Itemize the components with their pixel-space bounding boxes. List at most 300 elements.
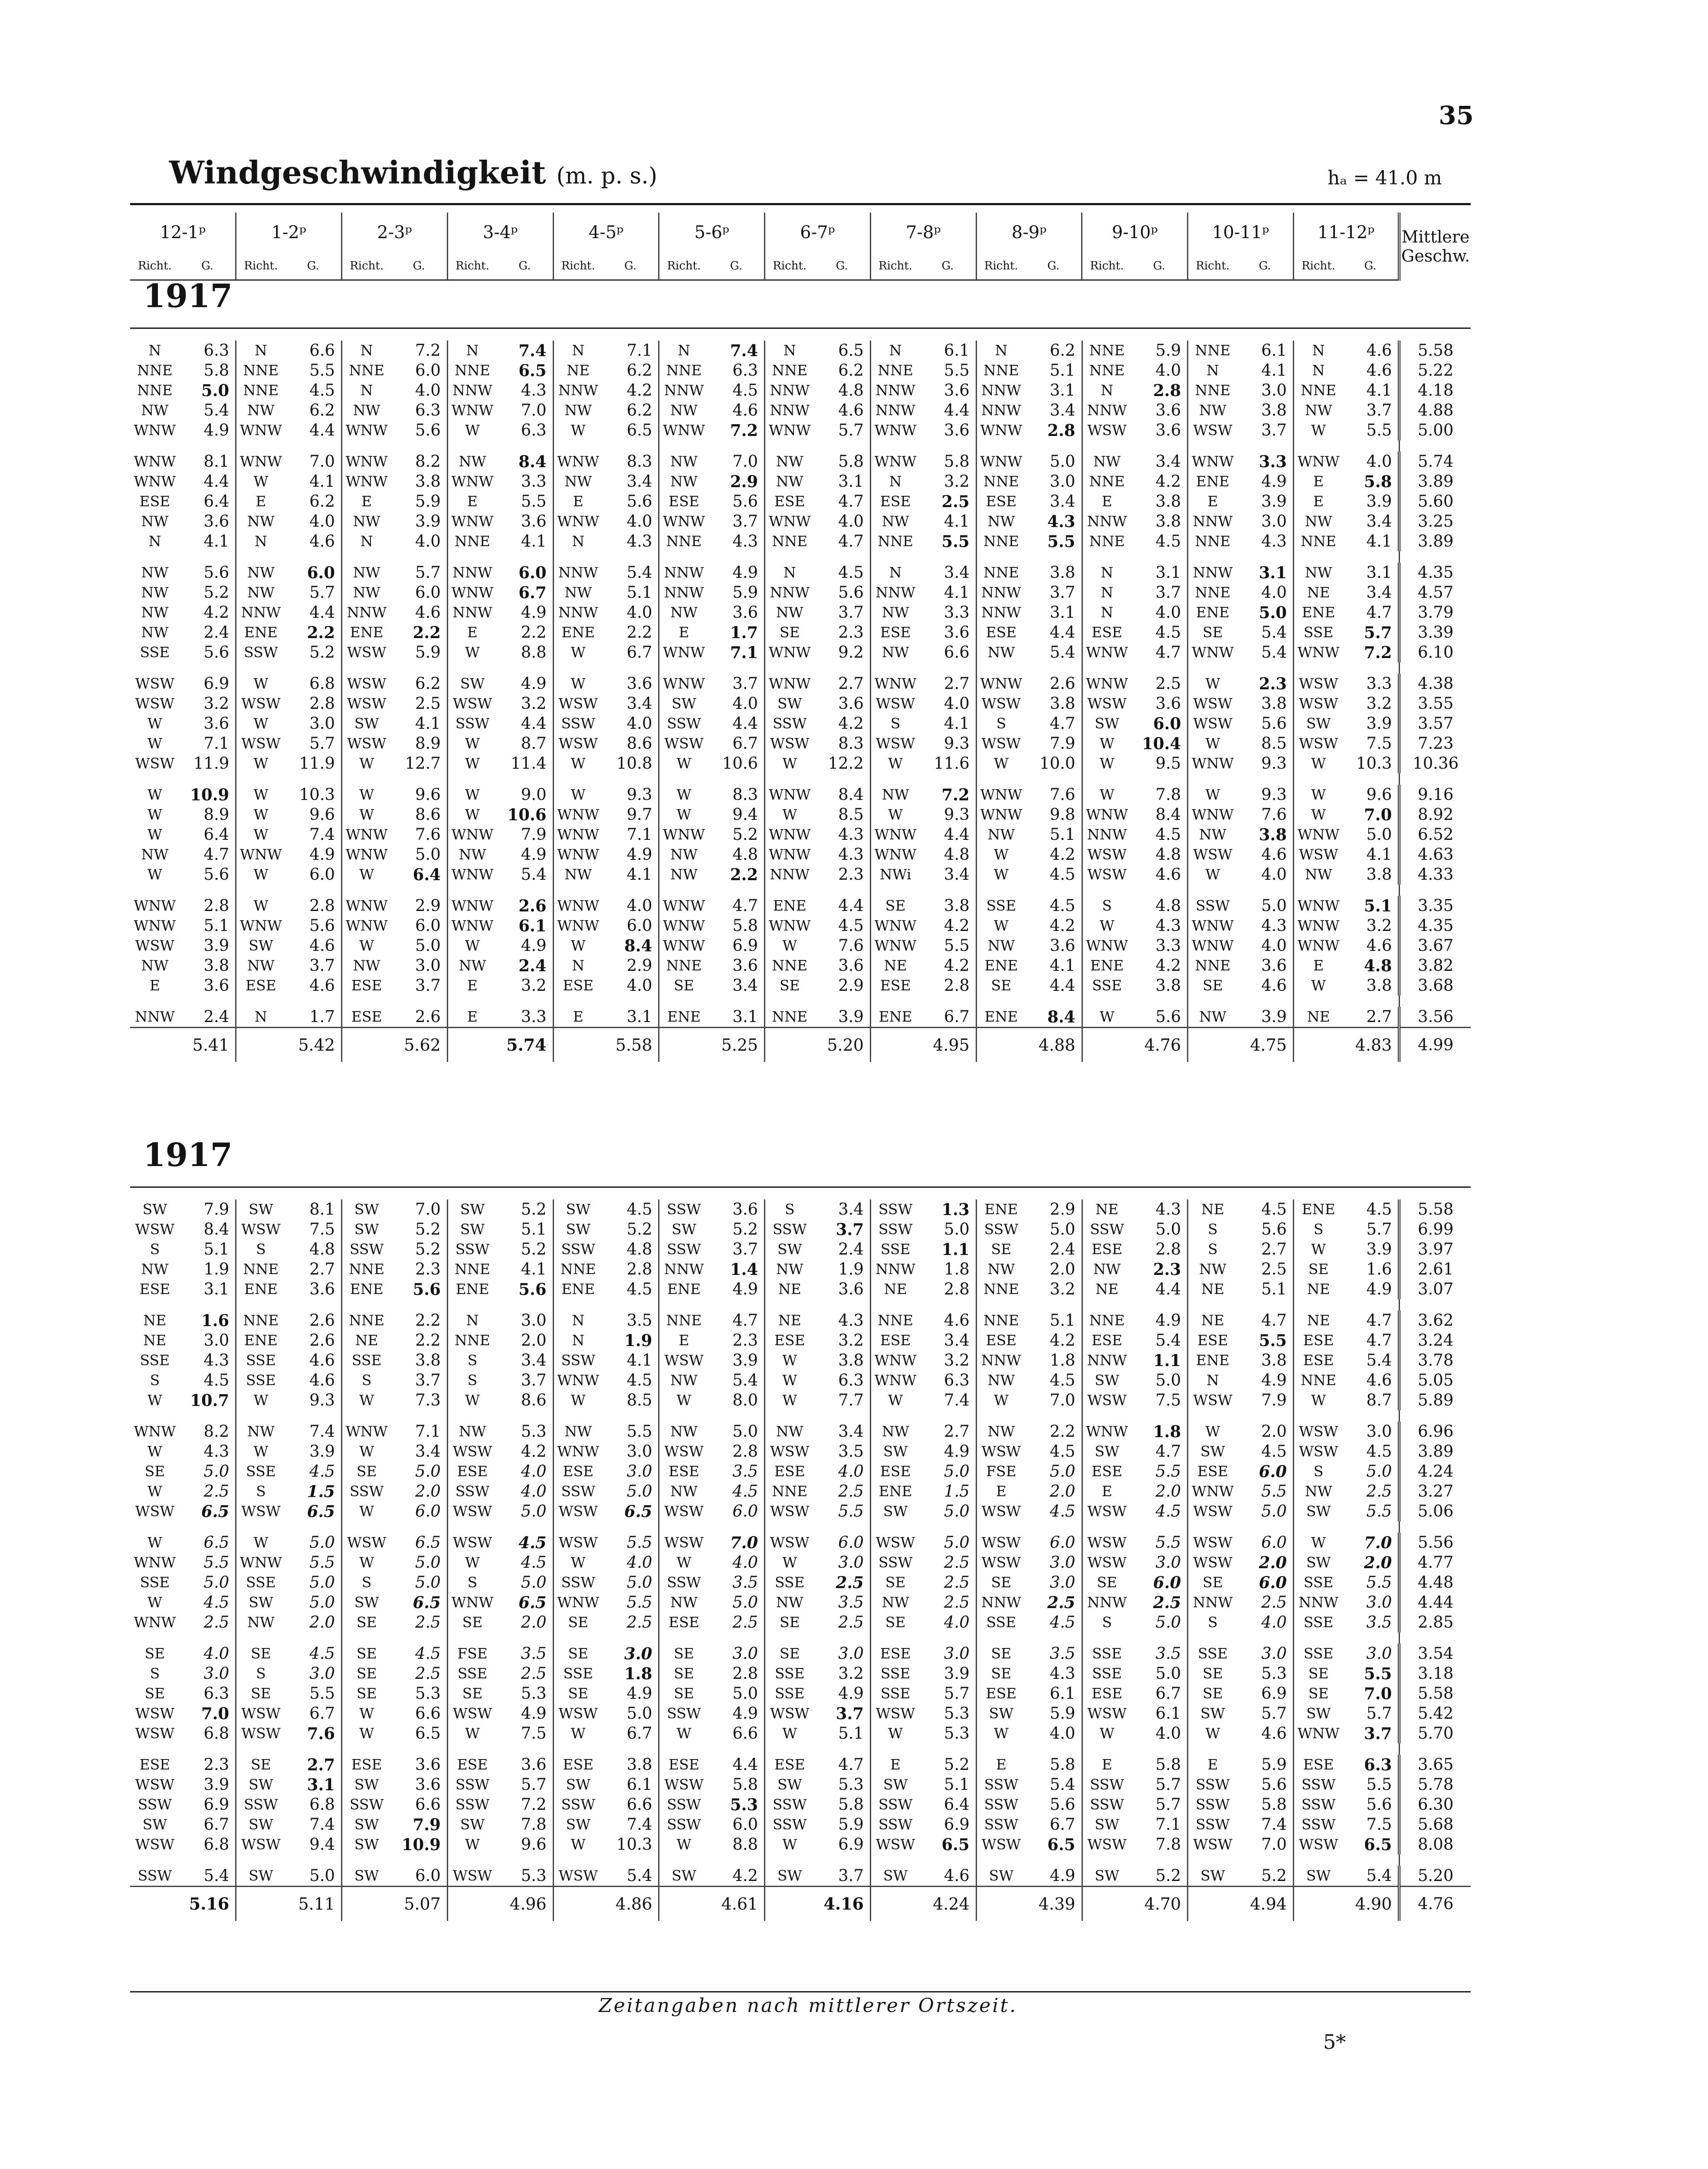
- table-row: [130, 341, 1471, 360]
- wind-speed: 3.6: [180, 511, 236, 531]
- spacer: [180, 551, 236, 563]
- group-gap: [130, 1743, 1471, 1755]
- spacer: [1188, 1299, 1237, 1311]
- wind-speed: 4.9: [497, 1704, 553, 1723]
- wind-speed: 2.5: [920, 1573, 976, 1592]
- wind-direction: ESE: [880, 1332, 911, 1349]
- wind-speed: 1.4: [708, 1259, 765, 1279]
- spacer: [708, 996, 765, 1007]
- spacer: [976, 1410, 1026, 1422]
- table-row: [130, 1775, 1471, 1795]
- wind-direction: ESE: [1092, 1463, 1123, 1480]
- wind-speed: 3.2: [180, 694, 236, 714]
- wind-speed: 9.0: [497, 785, 553, 805]
- wind-direction: SSE: [563, 1665, 593, 1682]
- wind-direction: SSE: [1303, 1574, 1334, 1591]
- wind-direction: NNW: [875, 402, 915, 419]
- wind-speed: 2.9: [814, 976, 870, 996]
- wind-speed: 2.7: [920, 674, 976, 694]
- wind-speed: 5.7: [497, 1775, 553, 1795]
- wind-speed: 2.5: [920, 491, 976, 511]
- wind-speed: 6.5: [603, 420, 659, 440]
- wind-direction: SW: [1306, 1867, 1331, 1884]
- wind-direction: W: [1099, 1725, 1115, 1742]
- wind-direction: W: [359, 1503, 374, 1520]
- spacer: [130, 1632, 180, 1644]
- wind-speed: 4.5: [1131, 531, 1188, 551]
- wind-direction: SSW: [773, 715, 807, 732]
- wind-speed: 9.3: [920, 734, 976, 754]
- mean-speed: 3.07: [1399, 1279, 1471, 1299]
- wind-speed: 7.0: [1237, 1835, 1294, 1854]
- wind-direction: NNW: [875, 382, 915, 399]
- wind-speed: 4.1: [391, 714, 447, 734]
- wind-direction: W: [1099, 1008, 1115, 1025]
- wind-speed: 3.6: [1237, 956, 1294, 976]
- wind-direction: ESE: [351, 977, 382, 994]
- spacer: [1294, 551, 1343, 563]
- wind-direction: ESE: [774, 493, 805, 510]
- wind-speed: 5.6: [180, 563, 236, 583]
- wind-direction: W: [465, 937, 480, 954]
- wind-speed: 3.7: [497, 1370, 553, 1390]
- spacer: [130, 1521, 180, 1533]
- mean-speed: 4.88: [1399, 400, 1471, 420]
- wind-speed: 5.8: [1026, 1755, 1082, 1775]
- wind-speed: 5.3: [1237, 1664, 1294, 1684]
- wind-direction: SW: [354, 1594, 379, 1611]
- wind-direction: ESE: [139, 1756, 170, 1773]
- spacer: [497, 1521, 553, 1533]
- wind-direction: NW: [987, 826, 1015, 843]
- wind-direction: SW: [1095, 1443, 1119, 1460]
- wind-direction: NW: [670, 866, 698, 883]
- spacer: [391, 551, 447, 563]
- wind-direction: ESE: [986, 624, 1017, 641]
- wind-direction: WNW: [557, 897, 600, 914]
- spacer: [603, 1743, 659, 1755]
- spacer: [920, 1743, 976, 1755]
- wind-speed: 7.9: [1237, 1390, 1294, 1410]
- wind-speed: 10.7: [180, 1390, 236, 1410]
- wind-direction: NNE: [983, 533, 1019, 550]
- spacer: [814, 885, 870, 896]
- wind-speed: 9.6: [391, 785, 447, 805]
- wind-direction: W: [1099, 786, 1115, 803]
- wind-direction: NE: [143, 1332, 167, 1349]
- wind-direction: WSW: [241, 1836, 281, 1853]
- spacer: [342, 1410, 391, 1422]
- wind-speed: 3.9: [1343, 1239, 1399, 1259]
- wind-speed: 4.8: [285, 1239, 342, 1259]
- average-spacer: [553, 1028, 603, 1062]
- wind-speed: 6.9: [814, 1835, 870, 1854]
- wind-direction: SSW: [1196, 1776, 1230, 1793]
- wind-direction: WSW: [981, 695, 1021, 712]
- wind-speed: 6.1: [1237, 341, 1294, 360]
- wind-speed: 8.2: [180, 1422, 236, 1442]
- wind-direction: FSE: [986, 1463, 1016, 1480]
- wind-direction: W: [147, 826, 162, 843]
- wind-direction: WSW: [558, 735, 598, 752]
- wind-direction: NW: [459, 1423, 486, 1440]
- wind-speed: 8.8: [497, 642, 553, 662]
- wind-speed: 5.6: [814, 583, 870, 603]
- wind-direction: WSW: [558, 1503, 598, 1520]
- wind-speed: 6.5: [391, 1723, 447, 1743]
- wind-speed: 5.4: [180, 1866, 236, 1887]
- wind-direction: NNE: [1089, 533, 1125, 550]
- spacer: [391, 662, 447, 674]
- wind-direction: WNW: [663, 897, 705, 914]
- wind-direction: NNE: [772, 1483, 808, 1500]
- wind-direction: WSW: [1299, 735, 1338, 752]
- wind-speed: 4.0: [1131, 1723, 1188, 1743]
- table-row: [130, 1755, 1471, 1775]
- mean-speed: 5.42: [1399, 1704, 1471, 1723]
- wind-speed: 4.5: [603, 1279, 659, 1299]
- wind-direction: WSW: [1087, 1836, 1127, 1853]
- wind-direction: NNW: [981, 584, 1021, 601]
- wind-direction: SSE: [880, 1685, 911, 1702]
- wind-direction: WNW: [768, 422, 811, 439]
- wind-speed: 6.6: [391, 1795, 447, 1815]
- wind-speed: 7.4: [1237, 1815, 1294, 1835]
- wind-speed: 3.5: [708, 1461, 765, 1481]
- wind-direction: SW: [1095, 1372, 1119, 1389]
- wind-direction: W: [359, 937, 374, 954]
- wind-direction: ESE: [1092, 1685, 1123, 1702]
- spacer: [342, 662, 391, 674]
- wind-speed: 2.4: [1026, 1239, 1082, 1259]
- wind-speed: 5.3: [708, 1795, 765, 1815]
- group-gap: [130, 773, 1471, 785]
- spacer: [497, 1299, 553, 1311]
- wind-direction: SSW: [349, 1796, 384, 1813]
- wind-direction: ENE: [456, 1281, 489, 1297]
- wind-speed: 5.0: [391, 1573, 447, 1592]
- wind-direction: W: [782, 1836, 797, 1853]
- wind-speed: 5.0: [285, 1592, 342, 1612]
- wind-direction: NW: [776, 453, 803, 470]
- wind-speed: 4.6: [285, 1350, 342, 1370]
- mean-speed: 3.57: [1399, 714, 1471, 734]
- wind-direction: WNW: [874, 1352, 917, 1369]
- wind-speed: 4.0: [1026, 1723, 1082, 1743]
- wind-speed: 2.3: [1131, 1259, 1188, 1279]
- wind-speed: 5.0: [1026, 1461, 1082, 1481]
- wind-direction: NW: [459, 453, 486, 470]
- wind-direction: WSW: [135, 1705, 175, 1722]
- wind-direction: W: [359, 1554, 374, 1571]
- wind-direction: SW: [354, 1201, 379, 1218]
- table-row: [130, 1259, 1471, 1279]
- wind-speed: 6.5: [180, 1533, 236, 1553]
- spacer: [659, 662, 708, 674]
- wind-direction: W: [1311, 755, 1326, 772]
- wind-speed: 5.7: [920, 1684, 976, 1704]
- wind-direction: SW: [777, 1776, 802, 1793]
- wind-speed: 4.5: [1026, 1370, 1082, 1390]
- wind-direction: W: [147, 1594, 162, 1611]
- wind-direction: W: [570, 644, 586, 661]
- wind-direction: NW: [247, 957, 275, 974]
- table-row: [130, 1442, 1471, 1461]
- average-spacer: [130, 1887, 180, 1921]
- wind-direction: WNW: [663, 937, 705, 954]
- wind-direction: WNW: [345, 846, 388, 863]
- wind-direction: WSW: [1193, 1836, 1233, 1853]
- wind-direction: SW: [672, 695, 696, 712]
- wind-speed: 5.0: [285, 1573, 342, 1592]
- mean-speed: 3.56: [1399, 1007, 1471, 1028]
- wind-direction: S: [1313, 1221, 1324, 1238]
- wind-speed: 5.9: [814, 1815, 870, 1835]
- wind-direction: ENE: [561, 1281, 595, 1297]
- wind-direction: E: [467, 493, 478, 510]
- spacer: [1026, 996, 1082, 1007]
- spacer: [1399, 551, 1471, 563]
- wind-speed: 4.3: [814, 845, 870, 865]
- wind-direction: SE: [1308, 1665, 1329, 1682]
- wind-direction: WSW: [241, 1221, 281, 1238]
- spacer: [1026, 1854, 1082, 1866]
- wind-speed: 9.3: [285, 1390, 342, 1410]
- wind-direction: ESE: [139, 493, 170, 510]
- wind-speed: 5.0: [1237, 1501, 1294, 1521]
- spacer: [976, 1299, 1026, 1311]
- wind-direction: WSW: [135, 695, 175, 712]
- wind-direction: NNW: [981, 1352, 1021, 1369]
- wind-direction: NE: [884, 957, 907, 974]
- spacer: [342, 440, 391, 452]
- spacer: [920, 662, 976, 674]
- spacer: [708, 773, 765, 785]
- wind-direction: WNW: [1297, 453, 1340, 470]
- spacer: [1399, 773, 1471, 785]
- wind-direction: W: [993, 846, 1009, 863]
- wind-speed: 9.7: [603, 805, 659, 825]
- wind-speed: 4.9: [1131, 1311, 1188, 1330]
- wind-speed: 8.1: [285, 1199, 342, 1219]
- spacer: [976, 885, 1026, 896]
- wind-direction: WSW: [1087, 695, 1127, 712]
- overall-average: 4.99: [1399, 1028, 1471, 1062]
- table-row: [130, 1533, 1471, 1553]
- wind-direction: WSW: [347, 735, 387, 752]
- spacer: [342, 551, 391, 563]
- wind-speed: 5.0: [1343, 825, 1399, 845]
- wind-direction: ENE: [984, 1008, 1018, 1025]
- wind-speed: 7.0: [1343, 1684, 1399, 1704]
- wind-direction: NNE: [1301, 533, 1337, 550]
- wind-direction: WNW: [1192, 1483, 1234, 1500]
- wind-speed: 5.4: [708, 1370, 765, 1390]
- wind-direction: SW: [883, 1503, 908, 1520]
- spacer: [1399, 996, 1471, 1007]
- wind-speed: 4.4: [1131, 1279, 1188, 1299]
- wind-direction: S: [256, 1483, 266, 1500]
- wind-direction: ESE: [457, 1756, 488, 1773]
- spacer: [447, 885, 497, 896]
- hourly-average: 4.94: [1237, 1887, 1294, 1921]
- wind-direction: NW: [1305, 402, 1332, 419]
- wind-direction: SSW: [667, 1201, 701, 1218]
- spacer: [130, 1410, 180, 1422]
- wind-direction: W: [253, 473, 269, 490]
- wind-speed: 5.8: [1343, 472, 1399, 491]
- wind-direction: NNW: [1087, 402, 1127, 419]
- wind-direction: NNE: [243, 382, 279, 399]
- wind-direction: NW: [141, 584, 169, 601]
- wind-direction: NE: [567, 362, 590, 379]
- wind-direction: WSW: [1087, 1392, 1127, 1409]
- spacer: [1399, 1410, 1471, 1422]
- wind-speed: 9.2: [814, 642, 870, 662]
- wind-speed: 5.7: [1343, 1219, 1399, 1239]
- wind-direction: W: [1205, 866, 1220, 883]
- wind-speed: 11.4: [497, 754, 553, 773]
- wind-speed: 4.3: [1131, 1199, 1188, 1219]
- spacer: [553, 1521, 603, 1533]
- wind-direction: N: [572, 533, 585, 550]
- wind-direction: W: [782, 1554, 797, 1571]
- wind-direction: WNW: [1192, 917, 1234, 934]
- wind-speed: 3.1: [1131, 563, 1188, 583]
- hour-header: 4-5ᵖ: [553, 213, 659, 252]
- wind-direction: SSW: [878, 1554, 913, 1571]
- wind-speed: 4.9: [180, 420, 236, 440]
- wind-speed: 3.8: [1237, 694, 1294, 714]
- wind-speed: 4.5: [814, 916, 870, 936]
- wind-speed: 10.9: [180, 785, 236, 805]
- wind-speed: 5.6: [497, 1279, 553, 1299]
- hourly-average: 5.74: [497, 1028, 553, 1062]
- wind-speed: 5.0: [391, 1461, 447, 1481]
- wind-direction: W: [253, 897, 269, 914]
- wind-speed: 4.0: [920, 694, 976, 714]
- spacer: [814, 1299, 870, 1311]
- wind-speed: 3.9: [1237, 491, 1294, 511]
- wind-speed: 6.0: [1237, 1533, 1294, 1553]
- wind-direction: WNW: [1297, 644, 1340, 661]
- wind-speed: 4.3: [1237, 916, 1294, 936]
- wind-direction: SSE: [140, 644, 170, 661]
- wind-speed: 7.9: [391, 1815, 447, 1835]
- spacer: [920, 1632, 976, 1644]
- wind-direction: SSW: [878, 1816, 913, 1833]
- spacer: [1131, 773, 1188, 785]
- wind-speed: 5.4: [1343, 1350, 1399, 1370]
- wind-direction: W: [993, 1392, 1009, 1409]
- wind-direction: SSW: [984, 1776, 1019, 1793]
- wind-direction: SE: [356, 1685, 377, 1702]
- wind-direction: W: [1099, 755, 1115, 772]
- spacer: [180, 773, 236, 785]
- mean-speed: 4.38: [1399, 674, 1471, 694]
- spacer: [603, 662, 659, 674]
- wind-direction: SSE: [1303, 1614, 1334, 1631]
- spacer: [603, 885, 659, 896]
- mean-speed: 4.48: [1399, 1573, 1471, 1592]
- wind-speed: 3.2: [814, 1330, 870, 1350]
- wind-speed: 3.6: [391, 1755, 447, 1775]
- wind-speed: 5.1: [1026, 825, 1082, 845]
- wind-direction: NW: [987, 937, 1015, 954]
- spacer: [180, 1854, 236, 1866]
- wind-speed: 3.6: [708, 603, 765, 623]
- average-spacer: [870, 1887, 920, 1921]
- wind-speed: 7.8: [497, 1815, 553, 1835]
- wind-direction: N: [572, 957, 585, 974]
- wind-direction: WSW: [664, 1503, 704, 1520]
- wind-speed: 5.6: [603, 491, 659, 511]
- wind-speed: 2.7: [285, 1755, 342, 1775]
- wind-speed: 3.4: [920, 563, 976, 583]
- wind-direction: SW: [566, 1816, 591, 1833]
- wind-speed: 3.7: [708, 1239, 765, 1259]
- wind-direction: W: [465, 1725, 480, 1742]
- direction-subheader: Richt.: [976, 252, 1026, 280]
- wind-speed: 2.4: [814, 1239, 870, 1259]
- spacer: [130, 885, 180, 896]
- wind-speed: 4.6: [1131, 865, 1188, 885]
- wind-speed: 7.1: [1131, 1815, 1188, 1835]
- wind-direction: SW: [1095, 1816, 1119, 1833]
- wind-direction: WNW: [557, 513, 600, 530]
- wind-direction: NE: [1307, 584, 1330, 601]
- mean-speed: 5.58: [1399, 341, 1471, 360]
- wind-direction: NW: [353, 513, 380, 530]
- wind-speed: 5.0: [603, 1704, 659, 1723]
- mean-speed: 3.24: [1399, 1330, 1471, 1350]
- wind-direction: SW: [142, 1816, 167, 1833]
- wind-speed: 4.2: [180, 603, 236, 623]
- wind-speed: 7.5: [1343, 1815, 1399, 1835]
- spacer: [1026, 1299, 1082, 1311]
- wind-direction: WSW: [1299, 675, 1338, 692]
- wind-direction: SW: [1095, 715, 1119, 732]
- spacer: [342, 1854, 391, 1866]
- wind-speed: 3.1: [814, 472, 870, 491]
- overall-average: 4.76: [1399, 1887, 1471, 1921]
- wind-direction: SSW: [667, 1816, 701, 1833]
- wind-speed: 4.6: [285, 1370, 342, 1390]
- wind-direction: NNE: [1195, 382, 1231, 399]
- wind-direction: SSW: [773, 1221, 807, 1238]
- wind-direction: SW: [142, 1201, 167, 1218]
- wind-speed: 2.5: [497, 1664, 553, 1684]
- wind-direction: SSW: [773, 1816, 807, 1833]
- wind-speed: 6.3: [814, 1370, 870, 1390]
- wind-speed: 4.1: [920, 583, 976, 603]
- wind-speed: 4.9: [603, 1684, 659, 1704]
- wind-speed: 3.0: [1343, 1644, 1399, 1664]
- mean-speed: 8.92: [1399, 805, 1471, 825]
- wind-direction: WSW: [981, 1503, 1021, 1520]
- wind-speed: 4.1: [497, 1259, 553, 1279]
- wind-speed: 5.6: [708, 491, 765, 511]
- wind-speed: 3.6: [814, 694, 870, 714]
- wind-speed: 4.2: [1026, 916, 1082, 936]
- wind-speed: 6.5: [497, 360, 553, 380]
- wind-speed: 3.9: [180, 1775, 236, 1795]
- wind-speed: 5.3: [814, 1775, 870, 1795]
- wind-direction: SE: [356, 1614, 377, 1631]
- wind-speed: 5.4: [1343, 1866, 1399, 1887]
- wind-direction: WSW: [770, 735, 810, 752]
- spacer: [659, 1410, 708, 1422]
